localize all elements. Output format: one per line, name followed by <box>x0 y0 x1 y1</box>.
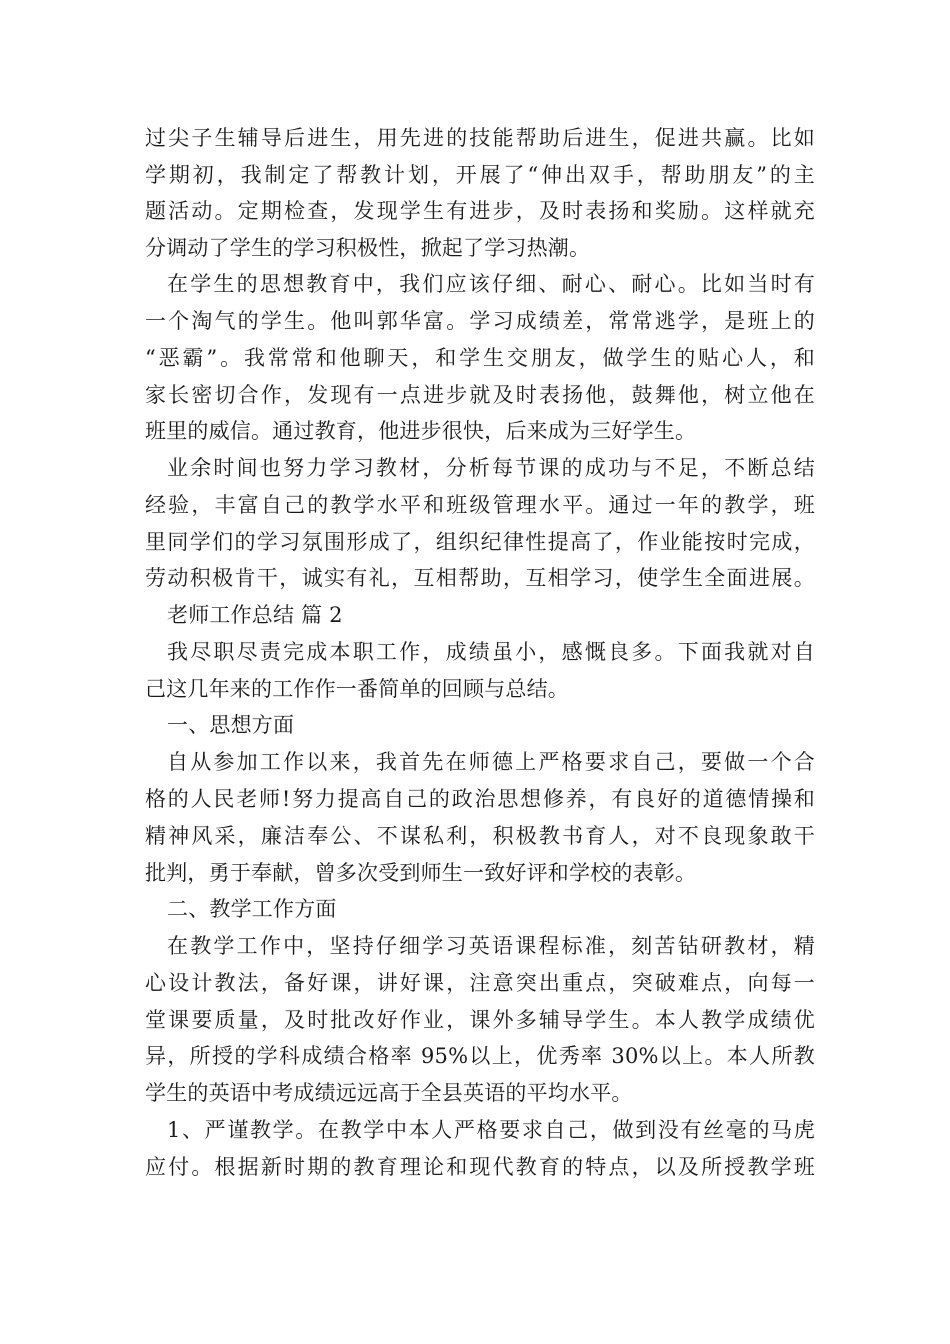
paragraph-line: 分调动了学生的学习积极性，掀起了学习热潮。 <box>145 236 591 260</box>
paragraph-line: 里同学们的学习氛围形成了，组织纪律性提高了，作业能按时完成， <box>145 530 815 554</box>
paragraph-line: 格的人民老师!努力提高自己的政治思想修养，有良好的道德情操和 <box>145 787 815 811</box>
paragraph-line: 家长密切合作，发现有一点进步就及时表扬他，鼓舞他，树立他在 <box>145 383 815 407</box>
paragraph-line: 异，所授的学科成绩合格率 95%以上，优秀率 30%以上。本人所教 <box>145 1044 815 1068</box>
paragraph-line: 在教学工作中，坚持仔细学习英语课程标准，刻苦钻研教材，精 <box>167 934 815 958</box>
paragraph-line: 题活动。定期检查，发现学生有进步，及时表扬和奖励。这样就充 <box>145 199 815 223</box>
paragraph-line: 一个淘气的学生。他叫郭华富。学习成绩差，常常逃学，是班上的 <box>145 309 815 333</box>
paragraph-line: 经验，丰富自己的教学水平和班级管理水平。通过一年的教学，班 <box>145 493 815 517</box>
paragraph-line: 心设计教法，备好课，讲好课，注意突出重点，突破难点，向每一 <box>145 971 815 995</box>
paragraph-line: 班里的威信。通过教育，他进步很快，后来成为三好学生。 <box>145 419 697 443</box>
paragraph-line: 批判，勇于奉献，曾多次受到师生一致好评和学校的表彰。 <box>145 861 697 885</box>
paragraph-line: 业余时间也努力学习教材，分析每节课的成功与不足，不断总结 <box>167 456 815 480</box>
paragraph-line: 学生的英语中考成绩远远高于全县英语的平均水平。 <box>145 1081 633 1105</box>
paragraph-line: 过尖子生辅导后进生，用先进的技能帮助后进生，促进共赢。比如 <box>145 126 815 150</box>
paragraph-line: 1、严谨教学。在教学中本人严格要求自己，做到没有丝毫的马虎 <box>167 1118 815 1142</box>
subheading: 二、教学工作方面 <box>167 897 337 921</box>
paragraph-line: 自从参加工作以来，我首先在师德上严格要求自己，要做一个合 <box>167 750 815 774</box>
paragraph-line: 己这几年来的工作作一番简单的回顾与总结。 <box>145 677 569 701</box>
paragraph-line: 堂课要质量，及时批改好作业，课外多辅导学生。本人教学成绩优 <box>145 1008 815 1032</box>
paragraph-line: 精神风采，廉洁奉公、不谋私利，积极教书育人，对不良现象敢干 <box>145 824 815 848</box>
paragraph-line: 学期初，我制定了帮教计划，开展了“伸出双手，帮助朋友”的主 <box>145 163 815 187</box>
paragraph-line: 劳动积极肯干，诚实有礼，互相帮助，互相学习，使学生全面进展。 <box>145 566 815 590</box>
paragraph-line: 应付。根据新时期的教育理论和现代教育的特点，以及所授教学班 <box>145 1155 815 1179</box>
subheading: 一、思想方面 <box>167 713 295 737</box>
paragraph-line: “恶霸”。我常常和他聊天，和学生交朋友，做学生的贴心人，和 <box>145 346 815 370</box>
paragraph-line: 在学生的思想教育中，我们应该仔细、耐心、耐心。比如当时有 <box>167 272 815 296</box>
section-heading: 老师工作总结 篇 2 <box>167 603 343 627</box>
paragraph-line: 我尽职尽责完成本职工作，成绩虽小，感慨良多。下面我就对自 <box>167 640 815 664</box>
